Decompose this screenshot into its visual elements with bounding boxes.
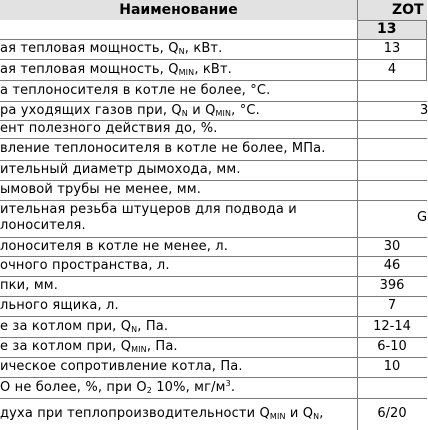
table-row: [0, 101, 427, 120]
row-value: 396: [379, 278, 405, 293]
label-line-2: лоносителя.: [0, 218, 86, 233]
row-label: [0, 162, 355, 177]
model-column-header: ZOT: [392, 2, 424, 18]
row-value: 13: [383, 41, 401, 56]
row-divider: [0, 256, 427, 257]
table-row: [0, 180, 427, 200]
row-divider: [0, 316, 427, 317]
row-divider: [0, 160, 427, 161]
label-label-main: ымовой трубы не менее, мм.: [0, 182, 201, 197]
table-row: [0, 39, 427, 59]
label-label-tail: , кВт.: [194, 62, 232, 77]
row-divider: [0, 237, 427, 238]
table-header: [0, 0, 427, 20]
row-divider: [0, 398, 427, 399]
label-label-sub: MIN: [178, 68, 195, 77]
row-label: [0, 278, 355, 293]
row-label: [0, 258, 355, 273]
label-label-main: а теплоносителя в котле не более, °С.: [0, 83, 271, 98]
row-label: [0, 141, 355, 156]
row-value: 6-10: [377, 339, 407, 354]
row-value: 6/20: [377, 406, 407, 421]
row-value: 3: [420, 103, 428, 118]
table-row: [0, 160, 427, 180]
table-row: [0, 59, 427, 80]
row-value: 7: [387, 298, 397, 313]
label-label-sub: N: [181, 109, 188, 118]
row-value: 12-14: [373, 319, 411, 334]
label-line-1: ительная резьба штуцеров для подвода и: [0, 202, 297, 217]
label-label-mid: 10%, мг/м: [151, 380, 226, 395]
row-label: [0, 62, 355, 77]
label-label-sub2: MIN: [215, 109, 232, 118]
label-label-tail: , °С.: [231, 103, 260, 118]
label-label-main: О не более, %, при О: [0, 380, 147, 395]
table-row: [0, 80, 427, 101]
table-row: [0, 237, 427, 256]
row-label: [0, 182, 355, 197]
label-label-main: ая тепловая мощность, Q: [0, 62, 179, 77]
row-divider: [0, 200, 427, 201]
row-label: [0, 239, 355, 254]
table-row: [0, 200, 427, 237]
label-label-sub2: N: [313, 412, 320, 421]
row-label: [0, 406, 355, 421]
row-value: 46: [383, 258, 401, 273]
label-label-main: ительный диаметр дымохода, мм.: [0, 162, 241, 177]
row-value: 10: [383, 359, 401, 374]
table-row: [0, 296, 427, 316]
table-row: [0, 256, 427, 276]
table-row: [0, 357, 427, 377]
row-divider: [0, 276, 427, 277]
table-row: [0, 337, 427, 357]
row-value: G: [417, 210, 428, 225]
row-label: [0, 83, 355, 98]
label-label-main: ент полезного действия до, %.: [0, 121, 218, 136]
row-divider: [0, 101, 427, 102]
row-divider: [0, 80, 427, 81]
column-divider: [357, 0, 358, 430]
row-value: 30: [383, 239, 401, 254]
label-label-main: ическое сопротивление котла, Па.: [0, 359, 243, 374]
label-label-tail: , Па.: [137, 319, 169, 334]
row-label: [0, 103, 355, 118]
label-label-sup: 3: [225, 379, 231, 388]
label-label-main: ра уходящих газов при, Q: [0, 103, 182, 118]
row-divider: [0, 59, 427, 60]
label-label-main: ая тепловая мощность, Q: [0, 41, 179, 56]
label-label-sub: N: [178, 47, 185, 56]
label-label-tail: .: [230, 380, 236, 395]
row-divider: [0, 337, 427, 338]
row-label: [0, 202, 355, 234]
label-label-main: духа при теплопроизводительности Q: [0, 406, 270, 421]
label-label-main: вление теплоносителя в котле не более, МПа.: [0, 141, 326, 156]
row-divider: [0, 138, 427, 139]
label-label-tail: , Па.: [146, 339, 178, 354]
label-label-tail: , кВт.: [184, 41, 223, 56]
label-label-mid: и Q: [187, 103, 216, 118]
row-divider: [0, 180, 427, 181]
row-label: [0, 319, 355, 334]
label-label-sub: MIN: [131, 345, 147, 354]
table-row: [0, 398, 427, 430]
table-row: [0, 316, 427, 337]
table-row: [0, 120, 427, 138]
label-label-main: пки, мм.: [0, 278, 59, 293]
row-label: [0, 121, 355, 136]
row-divider: [0, 39, 427, 40]
row-label: [0, 41, 355, 56]
label-label-sub: MIN: [269, 412, 286, 421]
row-divider: [0, 357, 427, 358]
label-label-main: очного пространства, л.: [0, 258, 170, 273]
name-column-header: Наименование: [119, 2, 238, 18]
row-label: [0, 298, 355, 313]
label-label-sub: 2: [146, 386, 152, 395]
table-row: [0, 138, 427, 160]
label-label-main: льного ящика, л.: [0, 298, 119, 313]
label-label-main: е за котлом при, Q: [0, 319, 132, 334]
row-label: [0, 380, 355, 395]
header-divider: [357, 20, 427, 21]
row-divider: [0, 120, 427, 121]
label-label-main: е за котлом при, Q: [0, 339, 132, 354]
label-label-tail: ,: [319, 406, 324, 421]
right-column-divider: [426, 20, 427, 80]
row-divider: [0, 296, 427, 297]
table-row: [0, 377, 427, 398]
row-value: 4: [387, 62, 397, 77]
model-size-header: [357, 20, 427, 39]
table-row: [0, 276, 427, 296]
label-label-main: лоносителя в котле не менее, л.: [0, 239, 229, 254]
label-label-mid: и Q: [285, 406, 314, 421]
label-label-sub: N: [131, 325, 138, 334]
row-label: [0, 339, 355, 354]
row-label: [0, 359, 355, 374]
row-divider: [0, 377, 427, 378]
model-size-label: 13: [377, 21, 397, 37]
